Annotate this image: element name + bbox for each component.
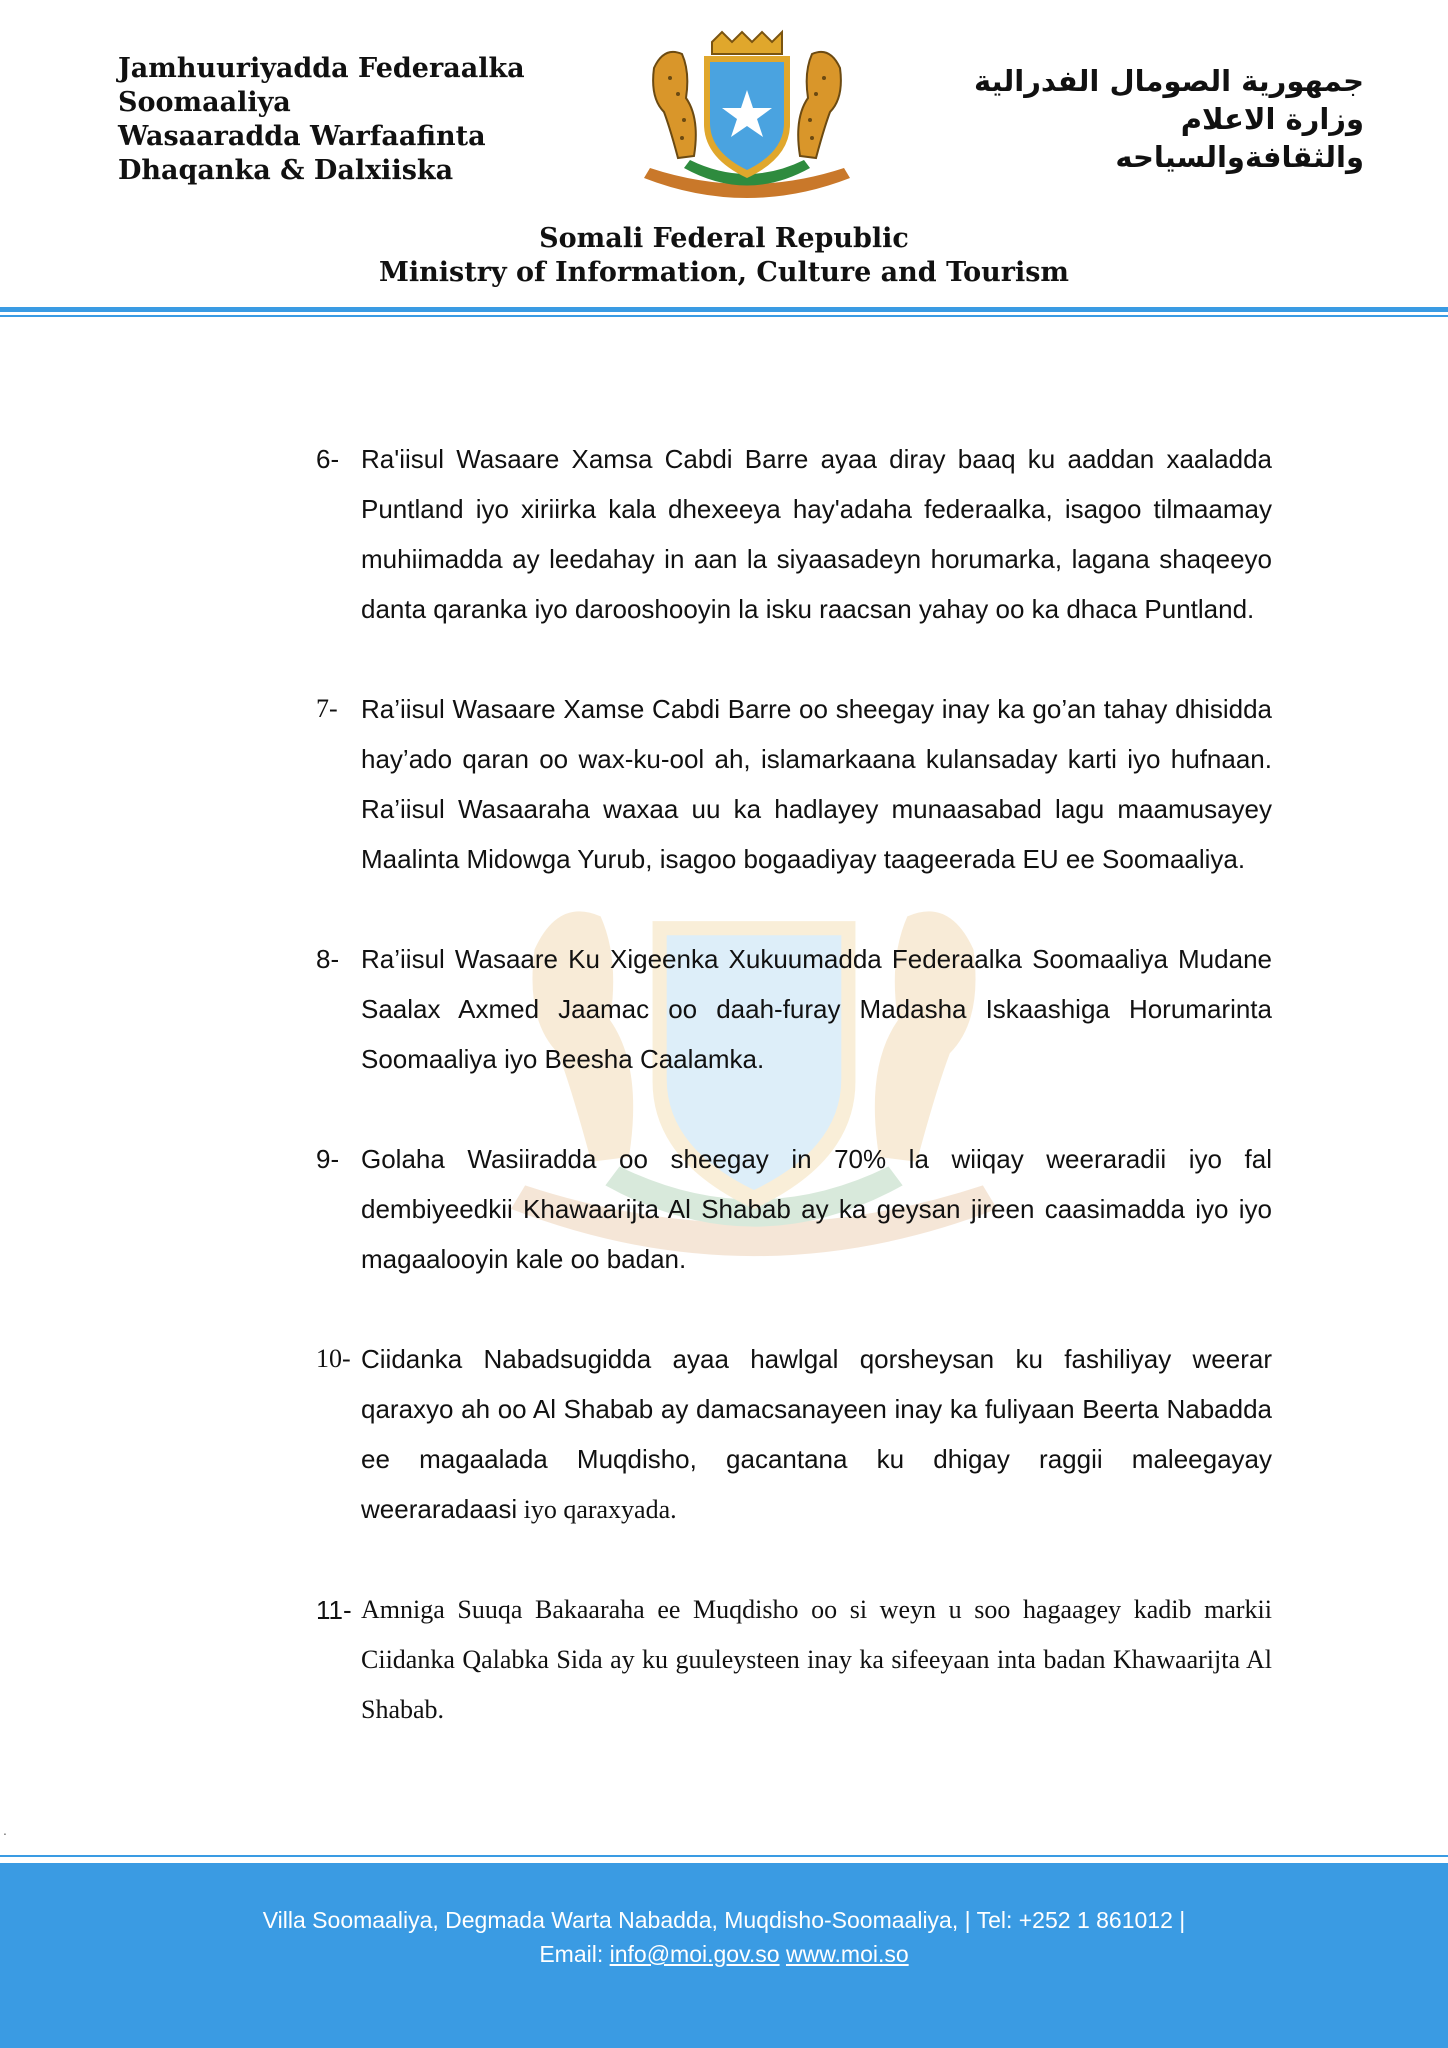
list-item [316,684,1272,884]
footer-contact-line [0,1937,1448,1971]
header-arabic-title [904,62,1364,176]
header-divider-thick [0,307,1448,312]
item-text-main: Ciidanka Nabadsugidda ayaa hawlgal qorsheysan ku fashiliyay weerar qaraxyo ah oo Al Shabab ay damacsanayeen inay ka fuliyaan Beerta Nabadda ee magaalada Muqdisho, gacantana ku dhigay raggii maleegayay weeraradaasi [361,1344,1272,1524]
coat-of-arms-emblem [624,28,870,206]
item-number: 6- [316,444,340,474]
footer-contact-bar [0,1863,1448,2048]
republic-title: Somali Federal Republic [539,223,909,254]
list-item [316,1334,1272,1535]
list-item [316,1585,1272,1735]
header-somali-line-3: Wasaaradda Warfaafinta [118,121,486,152]
list-item [316,934,1272,1084]
margin-mark: . [3,1822,7,1838]
header-arabic-line-3: والثقافةوالسياحه [1115,140,1364,174]
list-item [316,434,1272,634]
footer-address: Villa Soomaaliya, Degmada Warta Nabadda, Muqdisho-Soomaaliya, | Tel: +252 1 861012 | [262,1907,1186,1933]
ministry-title: Ministry of Information, Culture and Tourism [379,257,1069,288]
item-number: 7- [316,694,338,723]
item-number: 8- [316,944,340,974]
website-link[interactable]: www.moi.so [785,1941,909,1967]
item-text [361,1334,1272,1535]
footer-divider [0,1855,1448,1857]
item-text: Ra’iisul Wasaare Xamse Cabdi Barre oo sheegay inay ka go’an tahay dhisidda hay’ado qaran oo wax-ku-ool ah, islamarkaana kulansaday karti iyo hufnaan. Ra’iisul Wasaaraha waxaa uu ka hadlayey munaasabad lagu maamusayey Maalinta Midowga Yurub, isagoo bogaadiyay taageerada EU ee Soomaaliya. [361,694,1272,874]
header-somali-line-2: Soomaaliya [118,87,291,118]
item-text-tail: iyo qaraxyada. [517,1495,677,1524]
item-text: Ra'iisul Wasaare Xamsa Cabdi Barre ayaa diray baaq ku aaddan xaaladda Puntland iyo xiriirka kala dhexeeya hay'adaha federaalka, isagoo tilmaamay muhiimadda ay leedahay in aan la siyaasadeyn horumarka, lagana shaqeeyo danta qaranka iyo darooshooyin la isku raacsan yahay oo ka dhaca Puntland. [361,444,1272,624]
header-arabic-line-1: جمهورية الصومال الفدرالية [973,64,1364,98]
item-text: Amniga Suuqa Bakaaraha ee Muqdisho oo si weyn u soo hagaagey kadib markii Ciidanka Qalabka Sida ay ku guuleysteen inay ka sifeeyaan inta badan Khawaarijta Al Shabab. [361,1595,1272,1724]
header-somali-title [118,52,525,188]
list-item [316,1134,1272,1284]
item-number: 11- [316,1595,352,1625]
header-divider-thin [0,315,1448,317]
email-link[interactable]: info@moi.gov.so [609,1941,780,1967]
item-text: Golaha Wasiiradda oo sheegay in 70% la wiiqay weeraradii iyo fal dembiyeedkii Khawaarijta Al Shabab ay ka geysan jireen caasimadda iyo iyo magaalooyin kale oo badan. [361,1144,1272,1274]
item-number: 10- [316,1344,351,1373]
news-items-list [316,434,1272,1785]
header-somali-line-4: Dhaqanka & Dalxiiska [118,155,454,186]
email-label: Email: [539,1941,604,1967]
header-arabic-line-2: وزارة الاعلام [1180,102,1364,136]
item-text: Ra’iisul Wasaare Ku Xigeenka Xukuumadda Federaalka Soomaaliya Mudane Saalax Axmed Jaamac oo daah-furay Madasha Iskaashiga Horumarinta Soomaaliya iyo Beesha Caalamka. [361,944,1272,1074]
item-number: 9- [316,1144,340,1174]
header-english-title [0,222,1448,290]
header-somali-line-1: Jamhuuriyadda Federaalka [118,53,525,84]
